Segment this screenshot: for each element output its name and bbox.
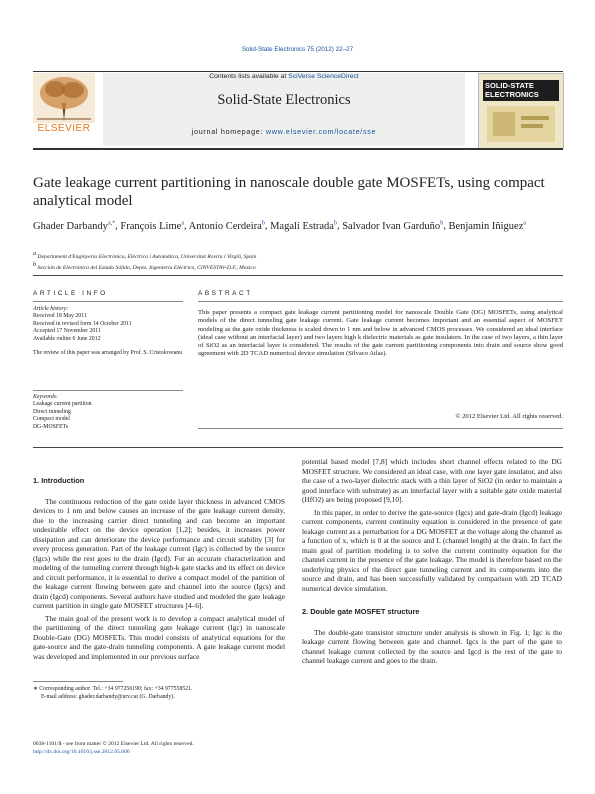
journal-homepage-line <box>103 127 465 136</box>
body-column-right <box>302 457 562 669</box>
issn-line: 0038-1101/$ - see front matter © 2012 Elsevier Ltd. All rights reserved. <box>33 741 194 747</box>
elsevier-wordmark: ELSEVIER <box>37 123 91 134</box>
header-top-rule <box>33 71 563 72</box>
history-item: Received 18 May 2011 <box>33 313 87 320</box>
author[interactable]: Antonio Cerdeira$^b$ <box>188 220 265 232</box>
section-heading: 1. Introduction <box>33 476 85 485</box>
sciencedirect-link[interactable]: SciVerse ScienceDirect <box>288 73 359 80</box>
divider <box>33 301 183 302</box>
contents-available-line <box>103 73 465 80</box>
paragraph: The continuous reduction of the gate oxide layer thickness in advanced CMOS devices to 1 nm and below causes an increase of the gate leakage current density, due to the increasing carrier direct tunneling and can become an important undesirable effect on the device operation [1,2]; besides, it increases power dissipation and can deteriorate the device performance and circuit stability [3] for every process generation. Part of the leakage current (Igc) is collected by the source (Igcs) while the rest goes to the drain (Igcd). For an accurate characterization and modeling of the tunneling current through high-k gate stacks and its effect on device and circuit performance, it is essential to derive a compact model of the partition of the leakage current flowing between gate and channel into the source (Igcs) and drain (Igcd) components. Several authors have studied and modeled the gate leakage current partition in single gate MOSFET structures [4–6]. <box>33 496 285 610</box>
keyword: DG-MOSFETs <box>33 423 69 430</box>
affiliations <box>33 250 563 272</box>
header-bottom-rule <box>33 148 563 150</box>
keyword: Direct tunneling <box>33 408 71 415</box>
footnote-rule <box>33 681 123 682</box>
keyword: Leakage current partition <box>33 401 92 408</box>
article-title: Gate leakage current partitioning in nanoscale double gate MOSFETs, using compact analytical model <box>33 175 545 209</box>
paragraph: The double-gate transistor structure under analysis is shown in Fig. 1; Igc is the leakage current flowing between gate and channel. Igcs is the part of the gate to channel leakage current collected by the source and Igcd is the rest of the gate to channel leakage current and goes to the drain. <box>302 627 562 665</box>
article-history <box>33 306 183 357</box>
keyword: Compact model <box>33 416 70 423</box>
history-label: Article history: <box>33 306 69 312</box>
paragraph: The main goal of the present work is to develop a compact analytical model of the partitioning of the direct tunneling gate leakage current (Igc) in nanoscale Double-Gate (DG) MOSFETs. This model consists of analytical equations for the gate-source and the gate-drain tunneling components. A gate leakage current model was developed and implemented in our previous surface <box>33 613 285 661</box>
divider <box>33 275 563 276</box>
abstract-text: This paper presents a compact gate leakage current partitioning model for nanoscale Double Gate (DG) MOSFETs, using analytical models of the direct tunneling gate leakage current. Gate leakage current becomes important and an essential aspect of MOSFET modeling as the gate oxide thickness is scaled down to 1 nm and below in advanced CMOS processes. We considered an ideal interface (ideal case without an interfacial layer) and two layers high k dielectric materials as gate insulators. In the case of two layers, a thin layer of SiO2 as an interfacial layer is considered. The results of the gate current partitioning components into drain and source show good agreement with 2D TCAD numerical device simulation (Silvaco Atlas). <box>198 309 563 358</box>
article-info-heading: ARTICLE INFO <box>33 290 108 297</box>
section-heading: 2. Double gate MOSFET structure <box>302 607 420 616</box>
author[interactable]: Ghader Darbandy$^{a,*}$ <box>33 220 116 232</box>
contents-prefix: Contents lists available at <box>209 73 289 80</box>
homepage-prefix: journal homepage: <box>191 127 266 136</box>
author[interactable]: François Lime$^a$ <box>120 220 184 232</box>
author[interactable]: Salvador Ivan Garduño$^b$ <box>342 220 444 232</box>
issn-block <box>33 740 333 756</box>
abstract-heading: ABSTRACT <box>198 290 253 297</box>
keywords <box>33 394 183 431</box>
journal-name: Solid-State Electronics <box>217 92 351 108</box>
copyright-line: © 2012 Elsevier Ltd. All rights reserved. <box>455 413 563 420</box>
history-item: Available online 6 June 2012 <box>33 335 101 342</box>
keywords-label: Keywords: <box>33 394 58 400</box>
affiliation: $^b$ Sección de Electrónica del Estado Sólido, Depto. Ingeniería Eléctrica, CINVESTAV-D.F., Mexico <box>33 261 256 271</box>
divider <box>198 428 563 429</box>
review-note: The review of this paper was arranged by Prof. S. Cristoloveanu <box>33 350 183 357</box>
author-list: Ghader Darbandy$^{a,*}$, François Lime$^a$, Antonio Cerdeira$^b$, Magali Estrada$^b$, Salvador Ivan Garduño$^b$, Benjamin Iñiguez$^a$ <box>33 220 527 232</box>
affiliation: $^a$ Departament d'Enginyeria Electrònica, Elèctrica i Automàtica, Universitat Rovira i Virgili, Spain <box>33 251 257 260</box>
doi-link[interactable]: http://dx.doi.org/10.1016/j.sse.2012.05.006 <box>33 749 130 755</box>
body-column-left <box>33 476 285 664</box>
journal-cover-image <box>478 73 564 149</box>
author[interactable]: Magali Estrada$^b$ <box>270 220 337 232</box>
footnote <box>33 685 293 701</box>
divider <box>33 390 183 391</box>
divider <box>198 301 563 302</box>
paragraph: potential based model [7,8] which includes short channel effects related to the DG MOSFET structure. We considered an ideal case, with one layer gate insulator, and also the case of a two-layer dielectric stack with a thin layer of SiO2 (in order to maintain a good interface with substrate) as an interfacial layer with a suitable gate oxide material (HfO2) are being proposed [9,10]. <box>302 457 562 504</box>
cover-graphic-icon <box>487 106 555 142</box>
history-item: Accepted 17 November 2011 <box>33 328 101 335</box>
corresponding-author: ∗ Corresponding author. Tel.: +34 977256190; fax: +34 977558521. <box>33 686 193 692</box>
paragraph: In this paper, in order to derive the gate-source (Igcs) and gate-drain (Igcd) leakage current components, current continuity equation is considered in the presence of gate leakage current as a perturbation for a DG MOSFET at the voltage along the channel as a function of x, which is 0 at the source and L (channel length) at the drain. In fact the main goal of partition modeling is to solve the current continuity equation for the channel current in the presence of the gate leakage. The model is therefore based on the underlying physics of the direct gate tunneling current and its components into the source and drain, and has been successfully validated by comparison with 2D TCAD numerical device simulation. <box>302 507 562 593</box>
divider <box>33 447 563 448</box>
author[interactable]: Benjamin Iñiguez$^a$ <box>448 220 527 232</box>
cover-title: SOLID-STATE ELECTRONICS <box>483 80 559 101</box>
homepage-link[interactable]: www.elsevier.com/locate/sse <box>265 127 377 136</box>
elsevier-tree-icon <box>33 73 95 123</box>
journal-citation[interactable]: Solid-State Electronics 75 (2012) 22–27 <box>241 46 354 53</box>
email-address[interactable]: E-mail address: ghader.darbandy@urv.cat (G. Darbandy). <box>41 694 175 700</box>
history-item: Received in revised form 14 October 2011 <box>33 320 132 327</box>
